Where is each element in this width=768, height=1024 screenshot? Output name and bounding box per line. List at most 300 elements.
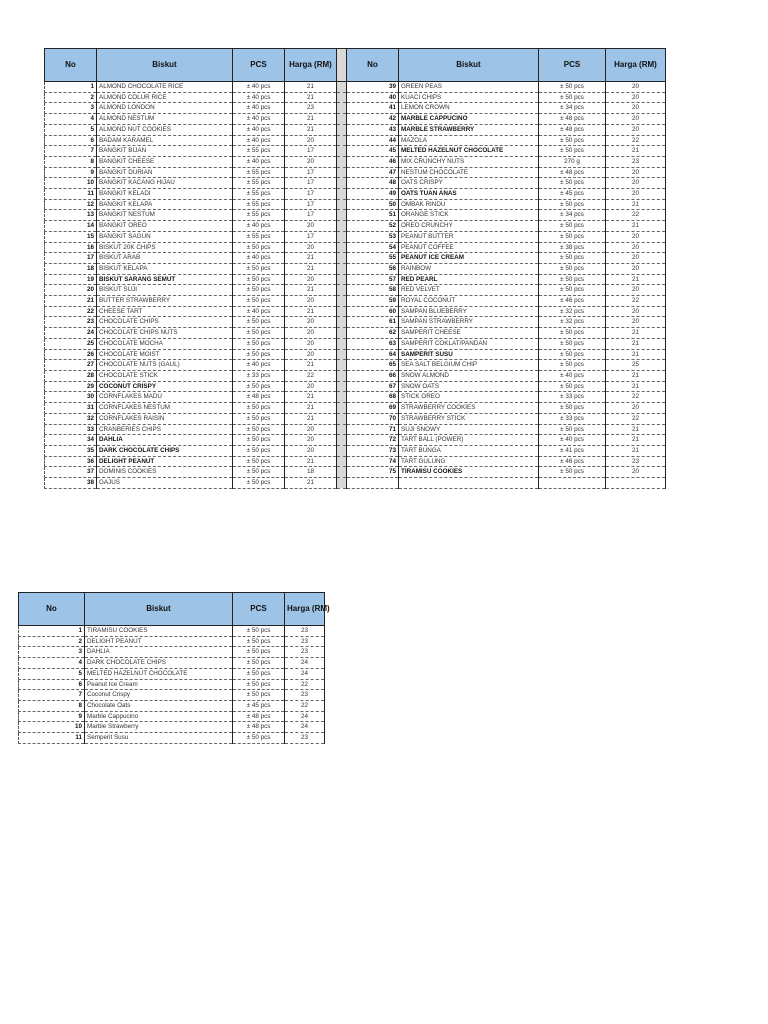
item-price: 22 xyxy=(606,135,666,146)
table-row xyxy=(19,700,325,711)
item-no: 69 xyxy=(347,403,399,414)
item-price: 20 xyxy=(285,242,337,253)
item-pcs: ± 50 pcs xyxy=(233,647,285,658)
col-header-biskut: Biskut xyxy=(85,593,233,626)
item-name: BISKUT SARANG SEMUT xyxy=(97,274,233,285)
col-header-pcs: PCS xyxy=(233,593,285,626)
table-row xyxy=(45,114,666,125)
table-row xyxy=(45,478,666,489)
item-name: RED PEARL xyxy=(399,274,539,285)
item-name: RAINBOW xyxy=(399,263,539,274)
item-no: 57 xyxy=(347,274,399,285)
item-price: 20 xyxy=(285,274,337,285)
item-name: MELTED HAZELNUT CHOCOLATE xyxy=(85,668,233,679)
item-price: 22 xyxy=(606,210,666,221)
item-no: 13 xyxy=(45,210,97,221)
header-row xyxy=(45,49,666,82)
item-price: 17 xyxy=(285,167,337,178)
item-name: CORNFLAKES MADU xyxy=(97,392,233,403)
item-no: 44 xyxy=(347,135,399,146)
col-header-harga: Harga (RM) xyxy=(285,593,325,626)
column-separator xyxy=(337,381,347,392)
item-pcs: ± 50 pcs xyxy=(233,626,285,637)
item-price: 20 xyxy=(606,114,666,125)
item-no: 16 xyxy=(45,242,97,253)
item-pcs: ± 50 pcs xyxy=(233,478,285,489)
item-name: GAJUS xyxy=(97,478,233,489)
item-no: 3 xyxy=(19,647,85,658)
column-separator xyxy=(337,392,347,403)
item-pcs: ± 55 pcs xyxy=(233,210,285,221)
item-pcs: ± 38 pcs xyxy=(539,242,606,253)
item-name: BANGKIT KACANG HIJAU xyxy=(97,178,233,189)
item-no: 23 xyxy=(45,317,97,328)
item-price: 17 xyxy=(285,231,337,242)
item-name: BANGKIT SAGUN xyxy=(97,231,233,242)
table-row xyxy=(19,711,325,722)
item-pcs: ± 50 pcs xyxy=(539,82,606,93)
item-no: 74 xyxy=(347,456,399,467)
item-no: 56 xyxy=(347,263,399,274)
table-row xyxy=(45,306,666,317)
item-name: DARK CHOCOLATE CHIPS xyxy=(97,445,233,456)
item-pcs: ± 50 pcs xyxy=(233,317,285,328)
item-price: 17 xyxy=(285,146,337,157)
item-name: DOMINIS COOKIES xyxy=(97,467,233,478)
item-pcs: ± 40 pcs xyxy=(233,103,285,114)
item-price: 21 xyxy=(606,435,666,446)
item-price: 21 xyxy=(606,370,666,381)
table-row xyxy=(45,167,666,178)
item-name: OREO CRUNCHY xyxy=(399,221,539,232)
item-name: STICK OREO xyxy=(399,392,539,403)
item-price: 17 xyxy=(285,199,337,210)
item-pcs: ± 50 pcs xyxy=(539,92,606,103)
item-pcs: ± 40 pcs xyxy=(539,370,606,381)
item-pcs: ± 50 pcs xyxy=(539,178,606,189)
item-pcs: ± 34 pcs xyxy=(539,210,606,221)
item-no: 6 xyxy=(19,679,85,690)
item-name: BANGKIT KELAPA xyxy=(97,199,233,210)
item-no: 66 xyxy=(347,370,399,381)
item-pcs: ± 55 pcs xyxy=(233,178,285,189)
item-no: 18 xyxy=(45,263,97,274)
item-pcs: ± 50 pcs xyxy=(539,338,606,349)
column-separator xyxy=(337,242,347,253)
item-no: 48 xyxy=(347,178,399,189)
item-pcs: ± 45 pcs xyxy=(539,189,606,200)
item-price: 23 xyxy=(285,103,337,114)
item-no: 27 xyxy=(45,360,97,371)
item-no: 55 xyxy=(347,253,399,264)
item-no: 35 xyxy=(45,445,97,456)
item-no: 1 xyxy=(45,82,97,93)
item-no: 62 xyxy=(347,328,399,339)
table-row xyxy=(45,370,666,381)
item-name: SNOW ALMOND xyxy=(399,370,539,381)
column-separator xyxy=(337,403,347,414)
item-price: 17 xyxy=(285,189,337,200)
item-no: 7 xyxy=(45,146,97,157)
item-pcs: ± 50 pcs xyxy=(233,285,285,296)
item-name: MARBLE CAPPUCINO xyxy=(399,114,539,125)
item-pcs: ± 40 pcs xyxy=(233,82,285,93)
table-row xyxy=(45,231,666,242)
item-name: TIRAMISU COOKIES xyxy=(399,467,539,478)
item-name: KUACI CHIPS xyxy=(399,92,539,103)
item-no: 39 xyxy=(347,82,399,93)
table-row xyxy=(45,456,666,467)
item-pcs: ± 50 pcs xyxy=(539,285,606,296)
item-no: 58 xyxy=(347,285,399,296)
item-no: 11 xyxy=(45,189,97,200)
item-pcs: ± 50 pcs xyxy=(233,668,285,679)
item-name: TART GULUNG xyxy=(399,456,539,467)
item-pcs: ± 33 pcs xyxy=(233,370,285,381)
item-price: 20 xyxy=(285,135,337,146)
item-pcs: ± 50 pcs xyxy=(233,435,285,446)
item-pcs: ± 50 pcs xyxy=(233,636,285,647)
item-name: Marble Strawberry xyxy=(85,722,233,733)
item-name: BISKUT 20K CHIPS xyxy=(97,242,233,253)
column-separator xyxy=(337,467,347,478)
item-price: 23 xyxy=(285,626,325,637)
item-price: 21 xyxy=(606,199,666,210)
item-no: 29 xyxy=(45,381,97,392)
item-pcs: ± 50 pcs xyxy=(233,467,285,478)
item-name: CRANBERIES CHIPS xyxy=(97,424,233,435)
item-no: 54 xyxy=(347,242,399,253)
item-price: 20 xyxy=(606,263,666,274)
item-name: BADAM KARAMEL xyxy=(97,135,233,146)
col-header-biskut-right: Biskut xyxy=(399,49,539,82)
item-pcs: ± 50 pcs xyxy=(233,413,285,424)
item-pcs: ± 50 pcs xyxy=(233,445,285,456)
item-price: 22 xyxy=(285,700,325,711)
item-pcs: ± 50 pcs xyxy=(539,263,606,274)
special-price-table xyxy=(18,592,330,744)
item-name: CHOCOLATE NUTS (GAUL) xyxy=(97,360,233,371)
item-no: 68 xyxy=(347,392,399,403)
item-pcs: ± 50 pcs xyxy=(233,242,285,253)
item-pcs: ± 50 pcs xyxy=(539,403,606,414)
item-name: SAMPERIT SUSU xyxy=(399,349,539,360)
item-name: CHOCOLATE CHIPS xyxy=(97,317,233,328)
column-separator xyxy=(337,221,347,232)
item-no: 28 xyxy=(45,370,97,381)
item-pcs: ± 50 pcs xyxy=(539,231,606,242)
item-name: SEA SALT BELGIUM CHIP xyxy=(399,360,539,371)
table-row xyxy=(45,445,666,456)
table-row xyxy=(45,263,666,274)
item-pcs: ± 50 pcs xyxy=(233,274,285,285)
item-price: 21 xyxy=(285,263,337,274)
item-pcs: ± 34 pcs xyxy=(539,103,606,114)
item-name: Marble Cappucino xyxy=(85,711,233,722)
table-row xyxy=(19,658,325,669)
column-separator xyxy=(337,189,347,200)
item-pcs: ± 55 pcs xyxy=(233,199,285,210)
item-price: 21 xyxy=(606,445,666,456)
item-pcs: ± 40 pcs xyxy=(233,221,285,232)
item-no: 30 xyxy=(45,392,97,403)
item-pcs: ± 50 pcs xyxy=(233,328,285,339)
item-no: 49 xyxy=(347,189,399,200)
item-name: Chocolate Oats xyxy=(85,700,233,711)
item-pcs: ± 32 pcs xyxy=(539,317,606,328)
item-pcs: ± 48 pcs xyxy=(233,711,285,722)
item-price: 21 xyxy=(606,338,666,349)
item-pcs: ± 40 pcs xyxy=(233,306,285,317)
item-pcs: ± 50 pcs xyxy=(539,349,606,360)
item-price: 20 xyxy=(285,445,337,456)
item-price: 24 xyxy=(285,668,325,679)
item-price: 20 xyxy=(606,189,666,200)
item-price: 20 xyxy=(285,349,337,360)
item-no: 7 xyxy=(19,690,85,701)
item-price: 20 xyxy=(606,403,666,414)
item-name: CHOCOLATE STICK xyxy=(97,370,233,381)
item-price: 24 xyxy=(285,658,325,669)
item-pcs: ± 50 pcs xyxy=(539,146,606,157)
item-no: 72 xyxy=(347,435,399,446)
item-price: 25 xyxy=(606,360,666,371)
item-name: CHOCOLATE MOIST xyxy=(97,349,233,360)
item-name: BANGKIT DURIAN xyxy=(97,167,233,178)
table-row xyxy=(19,647,325,658)
item-pcs: ± 40 pcs xyxy=(233,135,285,146)
item-pcs: ± 55 pcs xyxy=(233,167,285,178)
item-name: Semperit Susu xyxy=(85,733,233,744)
column-separator xyxy=(337,167,347,178)
item-price: 21 xyxy=(285,82,337,93)
item-pcs: ± 50 pcs xyxy=(233,338,285,349)
column-separator xyxy=(337,360,347,371)
column-separator xyxy=(337,413,347,424)
item-price: 21 xyxy=(285,413,337,424)
item-price: 21 xyxy=(285,306,337,317)
item-price: 21 xyxy=(285,92,337,103)
item-name: STRAWBERRY COOKIES xyxy=(399,403,539,414)
item-price: 20 xyxy=(285,296,337,307)
item-price: 20 xyxy=(285,328,337,339)
item-no: 5 xyxy=(45,124,97,135)
item-pcs: ± 55 pcs xyxy=(233,189,285,200)
item-name: BANGKIT CHEESE xyxy=(97,156,233,167)
item-no: 12 xyxy=(45,199,97,210)
item-name: BISKUT KELAPA xyxy=(97,263,233,274)
item-price: 18 xyxy=(285,467,337,478)
item-name: SAMPAN BLUEBERRY xyxy=(399,306,539,317)
item-price: 20 xyxy=(285,317,337,328)
item-pcs: ± 48 pcs xyxy=(233,392,285,403)
item-no: 19 xyxy=(45,274,97,285)
item-pcs: ± 50 pcs xyxy=(539,328,606,339)
item-name: Coconut Crispy xyxy=(85,690,233,701)
table-row xyxy=(45,156,666,167)
item-name: CORNFLAKES RAISIN xyxy=(97,413,233,424)
item-no: 4 xyxy=(45,114,97,125)
table-row xyxy=(45,146,666,157)
empty-cell xyxy=(399,478,539,489)
item-no: 5 xyxy=(19,668,85,679)
table-row xyxy=(45,435,666,446)
item-price: 21 xyxy=(285,403,337,414)
table-row xyxy=(45,413,666,424)
item-name: DAHLIA xyxy=(85,647,233,658)
column-separator xyxy=(337,253,347,264)
item-name: BUTTER STRAWBERRY xyxy=(97,296,233,307)
item-price: 22 xyxy=(606,296,666,307)
item-no: 8 xyxy=(19,700,85,711)
item-price: 20 xyxy=(606,467,666,478)
item-no: 36 xyxy=(45,456,97,467)
item-price: 17 xyxy=(285,178,337,189)
item-pcs: ± 50 pcs xyxy=(233,679,285,690)
item-no: 64 xyxy=(347,349,399,360)
item-pcs: ± 50 pcs xyxy=(233,263,285,274)
item-price: 21 xyxy=(285,456,337,467)
column-separator xyxy=(337,231,347,242)
item-no: 47 xyxy=(347,167,399,178)
item-price: 20 xyxy=(606,103,666,114)
item-pcs: ± 50 pcs xyxy=(539,360,606,371)
table-row xyxy=(45,424,666,435)
table-row xyxy=(45,92,666,103)
col-header-harga-right: Harga (RM) xyxy=(606,49,666,82)
column-separator xyxy=(337,349,347,360)
item-name: BISKUT SUJI xyxy=(97,285,233,296)
item-price: 20 xyxy=(606,253,666,264)
item-name: MAZOLA xyxy=(399,135,539,146)
item-name: SNOW OATS xyxy=(399,381,539,392)
table-row xyxy=(45,103,666,114)
item-name: OATS CRISPY xyxy=(399,178,539,189)
table-row xyxy=(45,467,666,478)
item-name: ALMOND CHOCOLATE RICE xyxy=(97,82,233,93)
item-price: 21 xyxy=(285,114,337,125)
item-name: SAMPERIT CHEESE xyxy=(399,328,539,339)
table-row xyxy=(45,338,666,349)
item-pcs: ± 50 pcs xyxy=(539,381,606,392)
item-pcs: ± 50 pcs xyxy=(539,424,606,435)
item-no: 9 xyxy=(19,711,85,722)
item-no: 52 xyxy=(347,221,399,232)
item-no: 42 xyxy=(347,114,399,125)
empty-cell xyxy=(347,478,399,489)
item-no: 33 xyxy=(45,424,97,435)
item-price: 20 xyxy=(606,178,666,189)
item-pcs: ± 55 pcs xyxy=(233,146,285,157)
column-separator xyxy=(337,82,347,93)
item-pcs: ± 50 pcs xyxy=(233,403,285,414)
item-price: 21 xyxy=(606,349,666,360)
item-no: 34 xyxy=(45,435,97,446)
item-pcs: ± 40 pcs xyxy=(233,253,285,264)
item-name: TIRAMISU COOKIES xyxy=(85,626,233,637)
item-name: RED VELVET xyxy=(399,285,539,296)
item-price: 21 xyxy=(606,274,666,285)
item-pcs: ± 50 pcs xyxy=(539,274,606,285)
table-row xyxy=(45,381,666,392)
item-name: BANGKIT KELADI xyxy=(97,189,233,200)
item-no: 2 xyxy=(45,92,97,103)
item-price: 20 xyxy=(606,231,666,242)
item-no: 22 xyxy=(45,306,97,317)
item-name: SUJI SNOWY xyxy=(399,424,539,435)
table-row xyxy=(45,317,666,328)
item-price: 20 xyxy=(285,338,337,349)
item-pcs: ± 48 pcs xyxy=(539,124,606,135)
item-price: 20 xyxy=(285,435,337,446)
item-price: 22 xyxy=(285,679,325,690)
item-name: LEMON CROWN xyxy=(399,103,539,114)
item-no: 71 xyxy=(347,424,399,435)
item-no: 21 xyxy=(45,296,97,307)
table-row xyxy=(19,636,325,647)
item-name: MARBLE STRAWBERRY xyxy=(399,124,539,135)
item-pcs: ± 50 pcs xyxy=(539,253,606,264)
table-row xyxy=(45,328,666,339)
item-pcs: ± 50 pcs xyxy=(539,199,606,210)
item-pcs: ± 46 pcs xyxy=(539,456,606,467)
item-name: CORNFLAKES NESTUM xyxy=(97,403,233,414)
item-price: 21 xyxy=(285,478,337,489)
item-name: MELTED HAZELNUT CHOCOLATE xyxy=(399,146,539,157)
item-no: 61 xyxy=(347,317,399,328)
item-price: 21 xyxy=(285,253,337,264)
item-no: 26 xyxy=(45,349,97,360)
item-no: 41 xyxy=(347,103,399,114)
main-price-table xyxy=(44,48,666,489)
item-name: GREEN PEAS xyxy=(399,82,539,93)
item-no: 50 xyxy=(347,199,399,210)
column-separator xyxy=(337,199,347,210)
item-no: 38 xyxy=(45,478,97,489)
table-row xyxy=(45,221,666,232)
item-no: 43 xyxy=(347,124,399,135)
column-separator xyxy=(337,135,347,146)
item-price: 20 xyxy=(606,306,666,317)
item-no: 11 xyxy=(19,733,85,744)
item-price: 23 xyxy=(606,156,666,167)
item-no: 53 xyxy=(347,231,399,242)
item-no: 8 xyxy=(45,156,97,167)
col-header-pcs: PCS xyxy=(233,49,285,82)
item-price: 20 xyxy=(606,285,666,296)
item-pcs: 270 g xyxy=(539,156,606,167)
table-row xyxy=(45,360,666,371)
column-separator xyxy=(337,296,347,307)
table-row xyxy=(45,285,666,296)
item-pcs: ± 46 pcs xyxy=(539,296,606,307)
item-no: 45 xyxy=(347,146,399,157)
item-no: 9 xyxy=(45,167,97,178)
col-header-biskut: Biskut xyxy=(97,49,233,82)
item-price: 20 xyxy=(606,82,666,93)
column-separator xyxy=(337,445,347,456)
item-price: 20 xyxy=(606,317,666,328)
item-pcs: ± 50 pcs xyxy=(233,456,285,467)
item-name: ROYAL COCONUT xyxy=(399,296,539,307)
item-pcs: ± 50 pcs xyxy=(539,467,606,478)
column-separator xyxy=(337,114,347,125)
item-name: BISKUT ARAB xyxy=(97,253,233,264)
item-price: 20 xyxy=(606,124,666,135)
item-no: 60 xyxy=(347,306,399,317)
table-row xyxy=(45,82,666,93)
item-price: 17 xyxy=(285,210,337,221)
